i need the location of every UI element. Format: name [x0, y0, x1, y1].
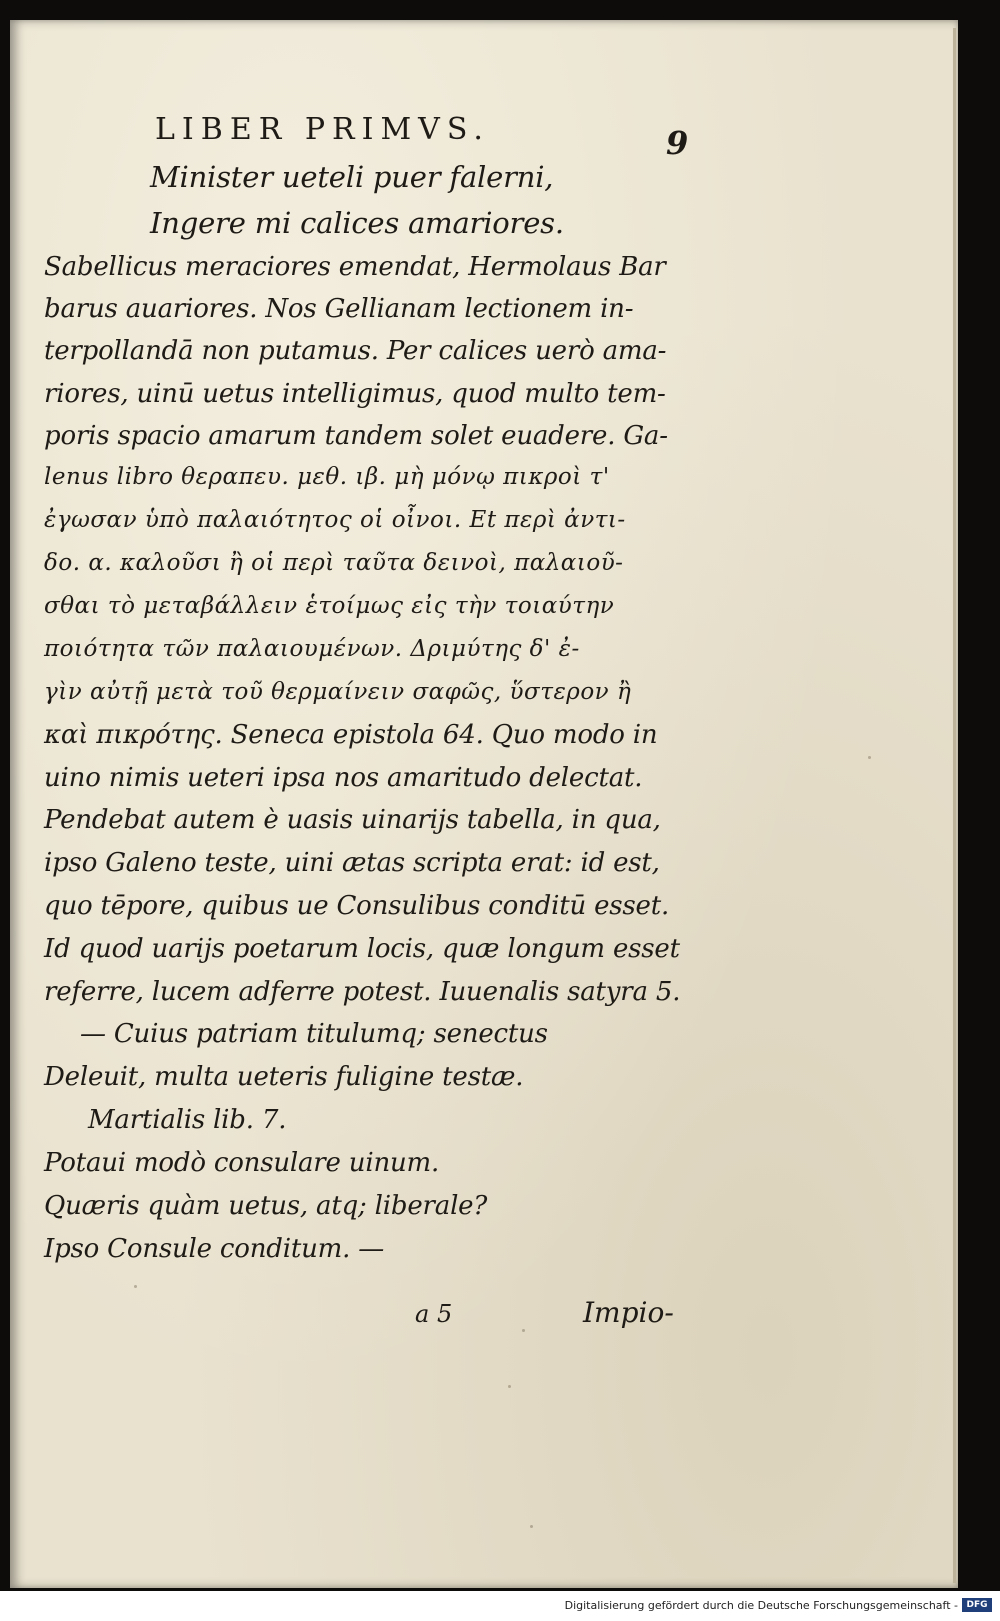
text-line: καὶ πικρότης. Seneca epistola 64. Quo modo in [44, 720, 658, 750]
verse-line: Potaui modò consulare uinum. [44, 1148, 440, 1178]
signature-mark: a 5 [415, 1300, 453, 1328]
text-line: poris spacio amarum tandem solet euadere. Ga- [44, 421, 668, 451]
greek-text-line: ποιότητα τῶν παλαιουμένων. Δριμύτης δ' ἐ- [44, 636, 580, 662]
greek-text-line: δο. α. καλοῦσι ἢ οἱ περὶ ταῦτα δεινοὶ, παλαιοῦ- [44, 550, 624, 576]
text-line: barus auariores. Nos Gellianam lectionem in- [44, 294, 634, 324]
text-line: Id quod uarijs poetarum locis, quæ longum esset [44, 934, 680, 964]
text-line: quo tēpore, quibus ue Consulibus conditū esset. [44, 891, 670, 921]
greek-text-line: lenus libro θεραπευ. μεθ. ιβ. μὴ μόνῳ πικροὶ τ' [44, 464, 610, 490]
verse-line: — Cuius patriam titulumq; senectus [80, 1019, 548, 1049]
verse-line: Deleuit, multa ueteris fuligine testæ. [44, 1062, 524, 1092]
text-line: uino nimis ueteri ipsa nos amaritudo delectat. [44, 763, 643, 793]
citation-line: Martialis lib. 7. [88, 1105, 287, 1135]
verse-line: Ipso Consule conditum. — [44, 1234, 385, 1264]
footer-bar [0, 1591, 1000, 1621]
page-edge [953, 28, 956, 1583]
greek-text-line: γὶν αὐτῇ μετὰ τοῦ θερμαίνειν σαφῶς, ὕστερον ἢ [44, 679, 632, 705]
dfg-logo: DFG [962, 1598, 992, 1612]
greek-text-line: ἐγωσαν ὑπὸ παλαιότητος οἱ οἶνοι. Et περὶ ἀντι- [44, 507, 626, 533]
text-line: Sabellicus meraciores emendat, Hermolaus Bar [44, 252, 666, 282]
text-line: referre, lucem adferre potest. Iuuenalis satyra 5. [44, 977, 681, 1007]
funding-credit: Digitalisierung gefördert durch die Deutsche Forschungsgemeinschaft - [564, 1599, 958, 1612]
verse-line: Minister ueteli puer falerni, [150, 160, 554, 194]
page-number: 9 [666, 124, 689, 162]
text-line: Pendebat autem è uasis uinarijs tabella, in qua, [44, 805, 661, 835]
text-line: terpollandā non putamus. Per calices uerò ama- [44, 336, 667, 366]
verse-line: Ingere mi calices amariores. [150, 206, 564, 240]
running-head: LIBER PRIMVS. [155, 112, 490, 147]
text-line: riores, uinū uetus intelligimus, quod multo tem- [44, 379, 666, 409]
book-page [10, 20, 958, 1588]
greek-text-line: σθαι τὸ μεταβάλλειν ἑτοίμως εἰς τὴν τοιαύτην [44, 593, 615, 619]
text-line: ipso Galeno teste, uini ætas scripta erat: id est, [44, 848, 660, 878]
page-text [10, 20, 958, 1588]
verse-line: Quæris quàm uetus, atq; liberale? [44, 1191, 488, 1221]
catchword: Impio- [583, 1296, 674, 1329]
